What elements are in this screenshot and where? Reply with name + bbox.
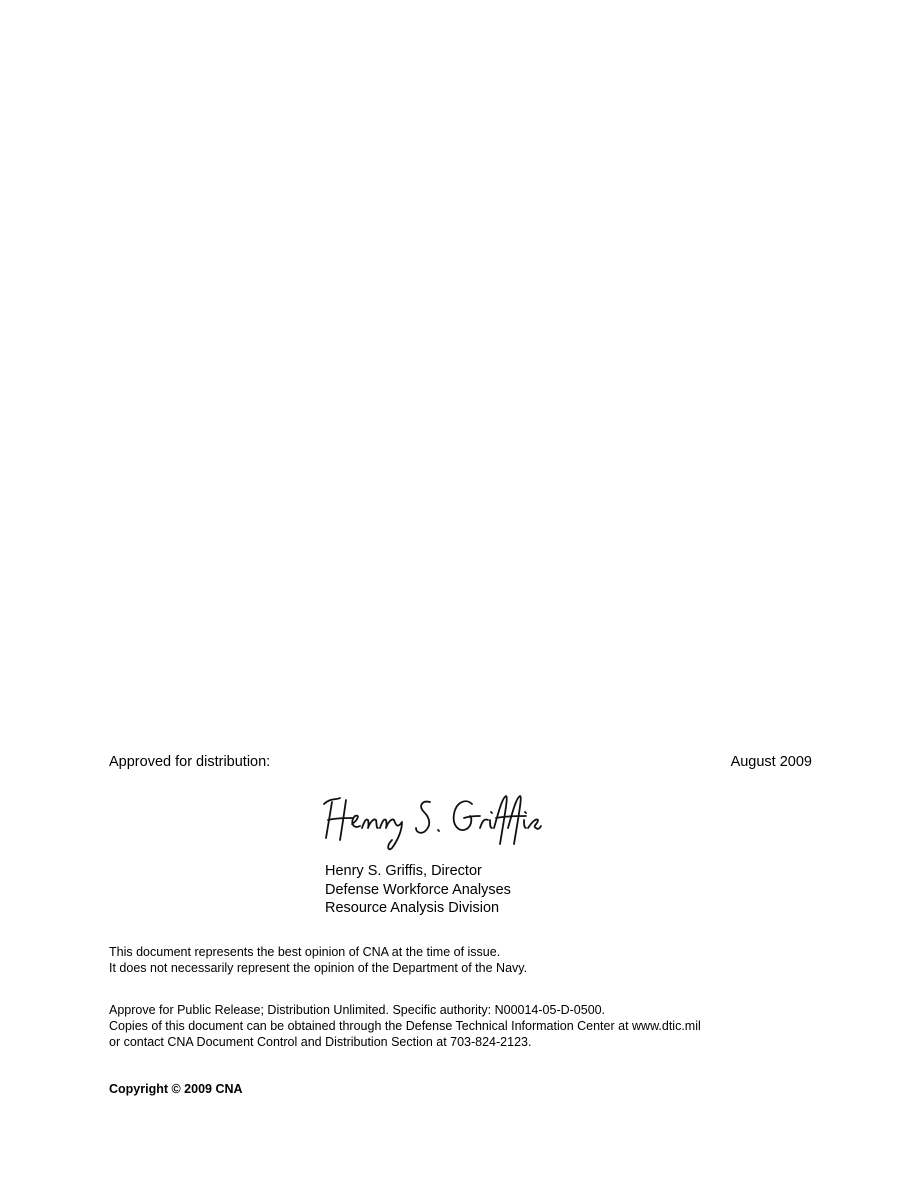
release-line: Copies of this document can be obtained through the Defense Technical Information Center at www.dtic.mil: [109, 1019, 701, 1033]
release-line: Approve for Public Release; Distribution Unlimited. Specific authority: N00014-05-D-0500.: [109, 1003, 606, 1017]
signatory-name: Henry S. Griffis, Director: [325, 863, 482, 879]
signatory-department: Defense Workforce Analyses: [325, 881, 511, 898]
copyright-notice: Copyright © 2009 CNA: [109, 1082, 243, 1096]
signatory-block: [325, 862, 511, 918]
release-line: or contact CNA Document Control and Distribution Section at 703-824-2123.: [109, 1035, 532, 1049]
signatory-division: Resource Analysis Division: [325, 900, 500, 916]
approval-date: August 2009: [730, 754, 812, 770]
disclaimer-line: This document represents the best opinion of CNA at the time of issue.: [109, 945, 501, 959]
release-notice: [109, 1002, 701, 1050]
approval-label: Approved for distribution:: [109, 754, 271, 770]
disclaimer-line: It does not necessarily represent the opinion of the Department of the Navy.: [109, 961, 528, 975]
handwritten-signature: [322, 784, 544, 854]
disclaimer-notice: [109, 944, 527, 976]
